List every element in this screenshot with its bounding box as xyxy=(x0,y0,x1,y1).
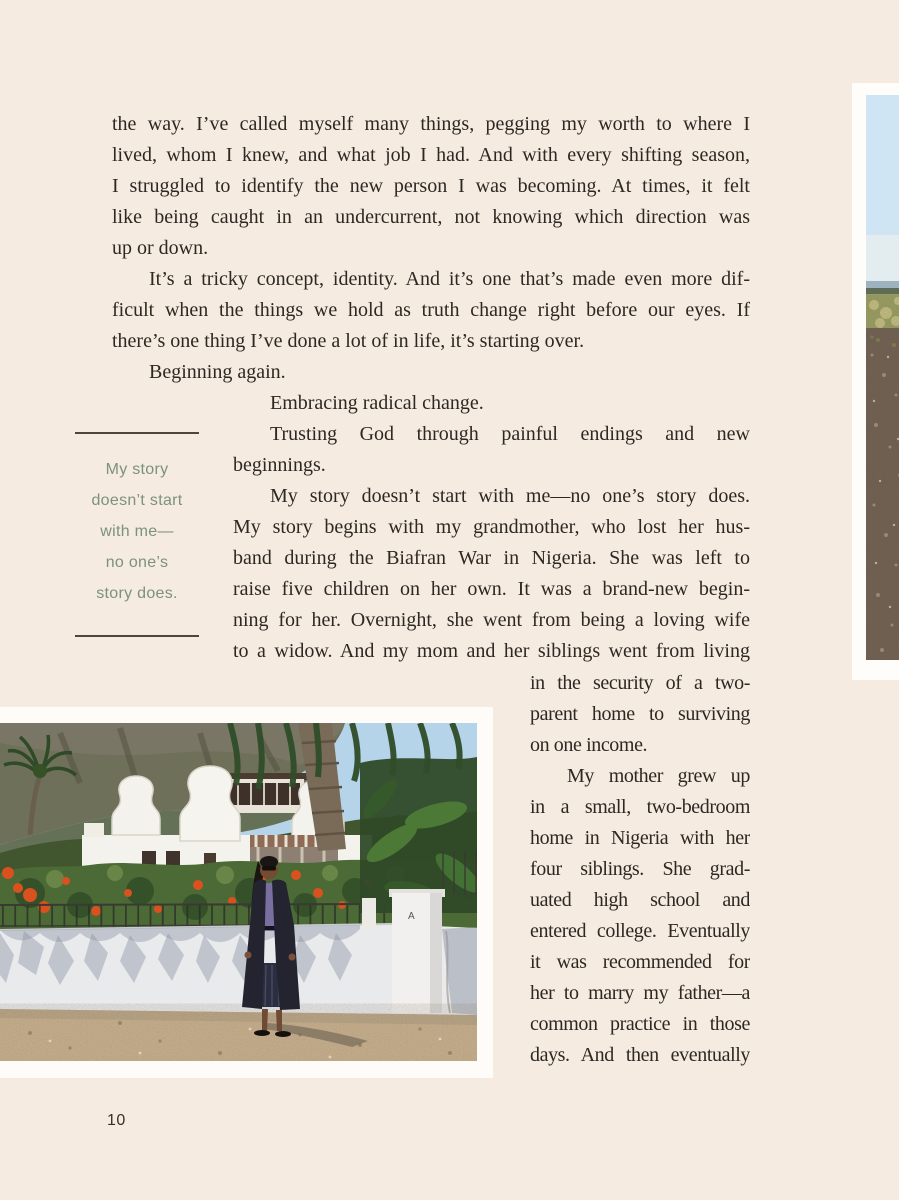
text-line: band during the Biafran War in Nigeria. She was left to xyxy=(233,547,750,569)
pull-quote-line: story does. xyxy=(96,585,178,602)
sandy-ground xyxy=(0,1009,477,1061)
text-line: My story begins with my grandmother, who lost her hus- xyxy=(233,516,750,538)
body-text-column-full xyxy=(112,109,750,388)
text-line: raise five children on her own. It was a brand-new begin- xyxy=(233,578,750,600)
text-line: I struggled to identify the new person I was becoming. At times, it felt xyxy=(112,175,750,197)
body-text-column-mid xyxy=(233,388,750,667)
text-line: common practice in those xyxy=(530,1013,750,1035)
text-line: beginnings. xyxy=(233,454,326,476)
text-line: uated high school and xyxy=(530,889,750,911)
text-line: ning for her. Overnight, she went from being a loving wife xyxy=(233,609,750,631)
pull-quote-line: no one’s xyxy=(105,554,169,571)
text-line: It’s a tricky concept, identity. And it’s one that’s made even more dif- xyxy=(149,268,750,290)
body-text-column-narrow xyxy=(530,668,750,1071)
right-photo-strip xyxy=(866,95,899,660)
text-line: entered college. Eventually xyxy=(530,920,750,942)
text-line: Embracing radical change. xyxy=(270,392,484,414)
text-line: it was recommended for xyxy=(530,951,750,973)
text-line: four siblings. She grad- xyxy=(530,858,750,880)
text-line: Beginning again. xyxy=(149,361,286,383)
pull-quote xyxy=(75,432,199,637)
text-line: ficult when the things we hold as truth change right before our eyes. If xyxy=(112,299,750,321)
text-line: to a widow. And my mom and her siblings went from living xyxy=(233,640,750,662)
text-line: days. And then eventually xyxy=(530,1044,750,1066)
text-line: My mother grew up xyxy=(567,765,750,787)
text-line: her to marry my father—a xyxy=(530,982,750,1004)
page-number: 10 xyxy=(107,1112,126,1129)
pull-quote-line: doesn’t start xyxy=(91,492,183,509)
pull-quote-line: with me— xyxy=(100,523,174,540)
text-line: on one income. xyxy=(530,734,648,756)
wall-sign-letter: A xyxy=(408,911,415,922)
text-line: home in Nigeria with her xyxy=(530,827,750,849)
pull-quote-line: My story xyxy=(105,461,169,478)
right-photo-mat xyxy=(852,83,899,680)
text-line: My story doesn’t start with me—no one’s story does. xyxy=(270,485,750,507)
text-line: like being caught in an undercurrent, not knowing which direction was xyxy=(112,206,750,228)
main-photo-illustration xyxy=(0,723,477,1061)
right-strip-illustration xyxy=(866,95,899,660)
text-line: up or down. xyxy=(112,237,209,259)
sunglasses xyxy=(262,866,276,871)
text-line: Trusting God through painful endings and new xyxy=(270,423,750,445)
text-line: parent home to surviving xyxy=(530,703,750,725)
main-photo xyxy=(0,723,477,1061)
text-line: the way. I’ve called myself many things, pegging my worth to where I xyxy=(112,113,750,135)
text-line: there’s one thing I’ve done a lot of in life, it’s starting over. xyxy=(112,330,585,352)
text-line: lived, whom I knew, and what job I had. And with every shifting season, xyxy=(112,144,750,166)
text-line: in the security of a two- xyxy=(530,672,750,694)
text-line: in a small, two-bedroom xyxy=(530,796,750,818)
main-photo-mat xyxy=(0,707,493,1078)
